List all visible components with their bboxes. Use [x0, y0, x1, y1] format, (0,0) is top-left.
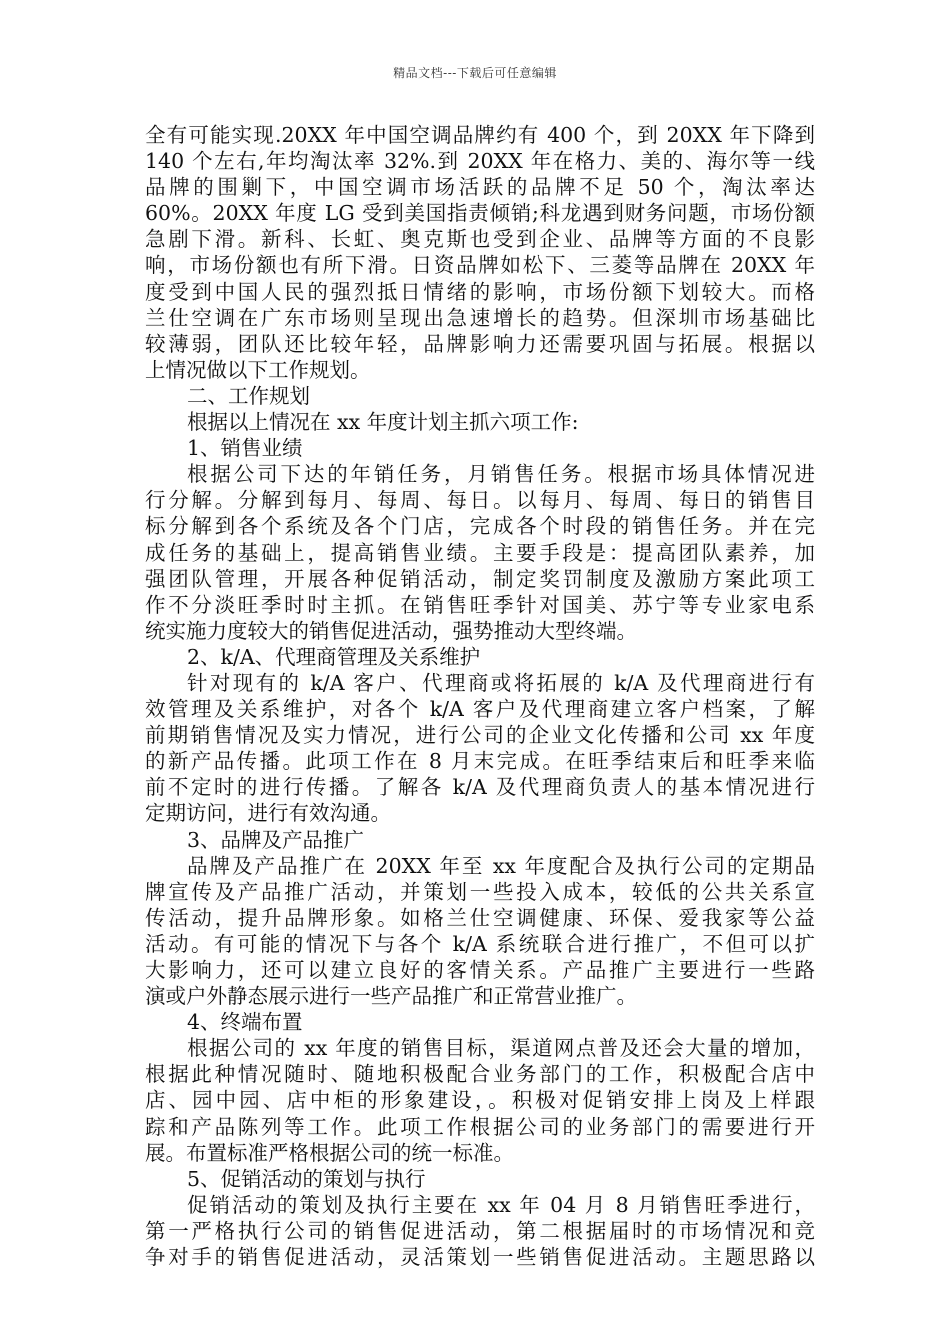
body-line: 针对现有的 k/A 客户、代理商或将拓展的 k/A 及代理商进行有: [187, 670, 815, 695]
subsection-heading: 1、销售业绩: [187, 436, 303, 461]
document-body: [145, 122, 815, 1270]
body-line: 效管理及关系维护，对各个 k/A 客户及代理商建立客户档案，了解: [145, 697, 815, 722]
body-line: 品牌的围剿下，中国空调市场活跃的品牌不足 50 个，淘汰率达: [145, 175, 815, 200]
body-line: 度受到中国人民的强烈抵日情绪的影响，市场份额下划较大。而格: [145, 279, 815, 304]
body-line: 品牌及产品推广在 20XX 年至 xx 年度配合及执行公司的定期品: [187, 853, 815, 878]
body-line: 成任务的基础上，提高销售业绩。主要手段是：提高团队素养，加: [145, 540, 815, 565]
body-line: 活动。有可能的情况下与各个 k/A 系统联合进行推广，不但可以扩: [145, 931, 815, 956]
body-line: 牌宣传及产品推广活动，并策划一些投入成本，较低的公共关系宣: [145, 879, 815, 904]
body-line: 前期销售情况及实力情况，进行公司的企业文化传播和公司 xx 年度: [145, 723, 815, 748]
body-line: 根据此种情况随时、随地积极配合业务部门的工作，积极配合店中: [145, 1062, 815, 1087]
body-line: 展。布置标准严格根据公司的统一标准。: [145, 1140, 514, 1165]
body-line: 作不分淡旺季时时主抓。在销售旺季针对国美、苏宁等专业家电系: [145, 592, 815, 617]
body-line: 根据公司的 xx 年度的销售目标，渠道网点普及还会大量的增加，: [187, 1036, 815, 1061]
page-header: 精品文档---下载后可任意编辑: [393, 66, 557, 80]
body-line: 60%。20XX 年度 LG 受到美国指责倾销;科龙遇到财务问题，市场份额: [145, 201, 815, 226]
body-line: 强团队管理，开展各种促销活动，制定奖罚制度及激励方案此项工: [145, 566, 815, 591]
body-line: 大影响力，还可以建立良好的客情关系。产品推广主要进行一些路: [145, 958, 815, 982]
body-line: 店、园中园、店中柜的形象建设，。积极对促销安排上岗及上样跟: [145, 1088, 815, 1113]
body-line: 行分解。分解到每月、每周、每日。以每月、每周、每日的销售目: [145, 488, 815, 513]
body-line: 根据公司下达的年销任务，月销售任务。根据市场具体情况进: [187, 462, 815, 487]
body-line: 响，市场份额也有所下滑。日资品牌如松下、三菱等品牌在 20XX 年: [145, 253, 815, 278]
subsection-heading: 2、k/A、代理商管理及关系维护: [187, 644, 481, 669]
body-line: 前不定时的进行传播。了解各 k/A 及代理商负责人的基本情况进行: [145, 775, 815, 800]
body-line: 较薄弱，团队还比较年轻，品牌影响力还需要巩固与拓展。根据以: [145, 331, 815, 356]
body-line: 根据以上情况在 xx 年度计划主抓六项工作:: [187, 410, 579, 435]
body-line: 全有可能实现.20XX 年中国空调品牌约有 400 个，到 20XX 年下降到: [145, 123, 815, 147]
body-line: 上情况做以下工作规划。: [145, 357, 371, 382]
body-line: 140 个左右,年均淘汰率 32%.到 20XX 年在格力、美的、海尔等一线: [145, 149, 815, 174]
body-line: 争对手的销售促进活动，灵活策划一些销售促进活动。主题思路以: [145, 1245, 815, 1270]
body-line: 定期访问，进行有效沟通。: [145, 801, 391, 826]
body-line: 第一严格执行公司的销售促进活动，第二根据届时的市场情况和竞: [145, 1218, 815, 1243]
body-line: 踪和产品陈列等工作。此项工作根据公司的业务部门的需要进行开: [145, 1114, 815, 1139]
section-heading: 二、工作规划: [187, 383, 310, 408]
body-line: 的新产品传播。此项工作在 8 月末完成。在旺季结束后和旺季来临: [145, 749, 815, 774]
subsection-heading: 3、品牌及产品推广: [187, 827, 365, 852]
body-line: 促销活动的策划及执行主要在 xx 年 04 月 8 月销售旺季进行，: [187, 1192, 815, 1217]
body-line: 传活动，提升品牌形象。如格兰仕空调健康、环保、爱我家等公益: [145, 905, 815, 930]
body-line: 统实施力度较大的销售促进活动，强势推动大型终端。: [145, 618, 637, 643]
body-line: 急剧下滑。新科、长虹、奥克斯也受到企业、品牌等方面的不良影: [145, 227, 815, 252]
body-line: 演或户外静态展示进行一些产品推广和正常营业推广。: [145, 984, 637, 1009]
subsection-heading: 5、促销活动的策划与执行: [187, 1166, 426, 1191]
body-line: 兰仕空调在广东市场则呈现出急速增长的趋势。但深圳市场基础比: [145, 305, 815, 330]
body-line: 标分解到各个系统及各个门店，完成各个时段的销售任务。并在完: [145, 514, 815, 539]
subsection-heading: 4、终端布置: [187, 1010, 303, 1035]
